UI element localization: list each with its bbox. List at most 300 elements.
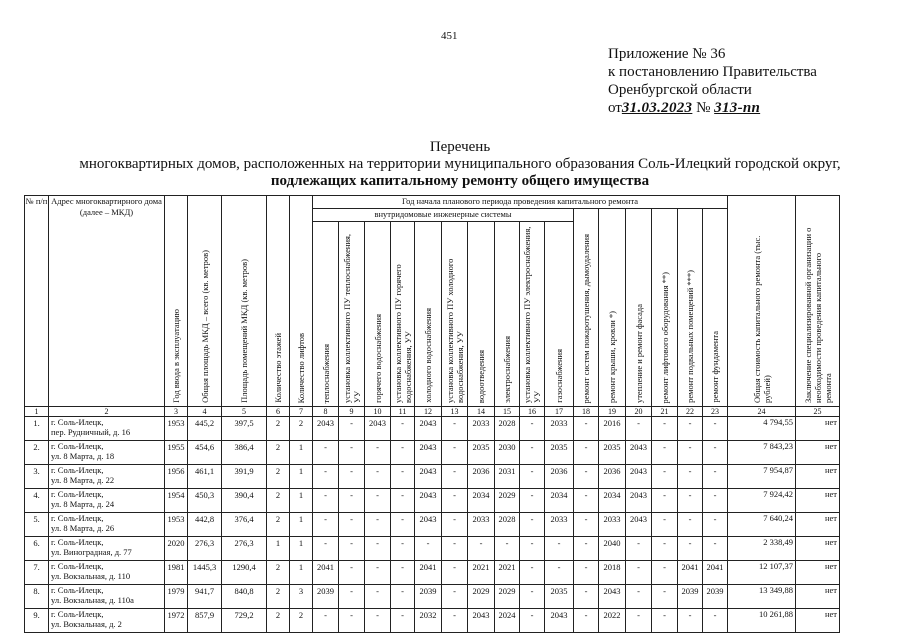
header-hot-water-meter: установка коллективного ПУ горячего водоснабжения, УУ [392, 264, 413, 403]
table-cell: 2 [267, 465, 290, 489]
header-electricity-meter-cell [520, 222, 545, 407]
table-cell: - [652, 441, 678, 465]
table-cell: 454,6 [188, 441, 222, 465]
address-cell [49, 609, 165, 633]
table-cell: - [520, 441, 545, 465]
table-cell: 1 [290, 561, 313, 585]
table-cell: - [339, 489, 365, 513]
houses-table [24, 195, 840, 633]
table-cell: - [703, 609, 728, 633]
table-cell: 2032 [415, 609, 442, 633]
table-cell: 1 [290, 441, 313, 465]
header-heat: теплоснабжения [320, 343, 331, 403]
header-num: № п/п [25, 196, 49, 407]
appendix-date: 31.03.2023 [621, 100, 693, 116]
table-cell: - [339, 609, 365, 633]
header-floors: Количество этажей [273, 333, 283, 403]
table-cell: - [313, 609, 339, 633]
address-city: г. Соль-Илецк, [51, 561, 104, 571]
table-cell: - [520, 489, 545, 513]
page-number: 451 [441, 30, 458, 42]
header-cold-water: холодного водоснабжения [423, 308, 433, 403]
table-cell: 1981 [165, 561, 188, 585]
appendix-line-3: Оренбургской области [608, 82, 752, 98]
column-number: 14 [468, 407, 495, 417]
table-cell: 2 [290, 609, 313, 633]
table-cell: 2033 [468, 513, 495, 537]
table-cell: 2043 [626, 465, 652, 489]
table-cell: 2041 [415, 561, 442, 585]
column-number: 9 [339, 407, 365, 417]
table-cell: 2039 [415, 585, 442, 609]
address-city: г. Соль-Илецк, [51, 609, 104, 619]
table-cell: 2 [267, 513, 290, 537]
address-cell [49, 537, 165, 561]
address-cell [49, 561, 165, 585]
table-cell: нет [796, 561, 840, 585]
header-hot-water: горячего водоснабжения [372, 314, 383, 403]
column-number: 10 [365, 407, 391, 417]
table-cell: - [574, 489, 599, 513]
table-cell: - [339, 417, 365, 441]
table-cell: - [652, 609, 678, 633]
table-cell: - [678, 489, 703, 513]
table-cell: 2020 [165, 537, 188, 561]
table-cell: - [520, 465, 545, 489]
address-city: г. Соль-Илецк, [51, 441, 104, 451]
table-row [25, 537, 840, 561]
table-row [25, 465, 840, 489]
address-city: г. Соль-Илецк, [51, 537, 104, 547]
header-foundation-cell [703, 209, 728, 407]
header-heat-meter-cell [339, 222, 365, 407]
table-cell: - [365, 489, 391, 513]
table-cell: 276,3 [188, 537, 222, 561]
table-cell: - [626, 561, 652, 585]
address-street: пер. Рудничный, д. 16 [51, 427, 131, 437]
table-cell: - [652, 417, 678, 441]
address-city: г. Соль-Илецк, [51, 417, 104, 427]
table-cell: - [442, 513, 468, 537]
table-cell: 2029 [468, 585, 495, 609]
row-number: 1. [25, 417, 49, 441]
table-cell: 2033 [468, 417, 495, 441]
table-cell: 2 [267, 609, 290, 633]
table-cell: - [678, 465, 703, 489]
header-basement: ремонт подвальных помещений ***) [685, 270, 695, 403]
header-fire-systems: ремонт систем пожаротушения, дымоудаления [581, 233, 591, 403]
column-number: 23 [703, 407, 728, 417]
header-electricity: электроснабжения [502, 336, 512, 403]
header-cold-water-meter-cell [442, 222, 468, 407]
row-number: 7. [25, 561, 49, 585]
header-floors-cell [267, 196, 290, 407]
table-cell: 2035 [599, 441, 626, 465]
column-number: 7 [290, 407, 313, 417]
table-cell: 2 [267, 441, 290, 465]
address-cell [49, 489, 165, 513]
column-number: 6 [267, 407, 290, 417]
table-cell: - [391, 609, 415, 633]
table-cell: 7 640,24 [728, 513, 796, 537]
table-cell: - [339, 585, 365, 609]
table-cell: 2043 [365, 417, 391, 441]
header-roof: ремонт крыши, кровли *) [607, 310, 617, 403]
table-cell: - [442, 561, 468, 585]
table-cell: 2028 [495, 417, 520, 441]
table-cell: 2 [267, 585, 290, 609]
appendix-line-2: к постановлению Правительства [608, 64, 817, 80]
table-cell: 2040 [599, 537, 626, 561]
table-row [25, 585, 840, 609]
table-cell: 1972 [165, 609, 188, 633]
table-cell: - [545, 561, 574, 585]
header-cold-water-cell [415, 222, 442, 407]
column-number: 22 [678, 407, 703, 417]
header-plan-start: Год начала планового периода проведения капитального ремонта [313, 196, 728, 209]
table-cell: 391,9 [222, 465, 267, 489]
table-cell: 1 [290, 513, 313, 537]
table-cell: 390,4 [222, 489, 267, 513]
table-cell: - [468, 537, 495, 561]
table-cell: 445,2 [188, 417, 222, 441]
document-subtitle-2: подлежащих капитальному ремонту общего имущества [270, 173, 650, 189]
table-cell: - [339, 513, 365, 537]
table-row [25, 513, 840, 537]
table-cell: 2022 [599, 609, 626, 633]
row-number: 2. [25, 441, 49, 465]
table-cell: - [391, 585, 415, 609]
appendix-header [608, 45, 817, 117]
address-street: ул. 8 Марта, д. 26 [51, 523, 115, 533]
table-cell: 2016 [599, 417, 626, 441]
table-cell: 2034 [468, 489, 495, 513]
header-gas: газоснабжения [554, 349, 564, 403]
header-facade-cell [626, 209, 652, 407]
table-cell: 2043 [599, 585, 626, 609]
table-cell: 1445,3 [188, 561, 222, 585]
table-cell: 2030 [495, 441, 520, 465]
table-cell: - [520, 609, 545, 633]
table-cell: 2043 [415, 513, 442, 537]
header-elevators-cell [290, 196, 313, 407]
table-cell: 2031 [495, 465, 520, 489]
column-number: 18 [574, 407, 599, 417]
table-cell: 7 843,23 [728, 441, 796, 465]
table-cell: - [442, 417, 468, 441]
row-number: 3. [25, 465, 49, 489]
column-number: 19 [599, 407, 626, 417]
table-cell: 3 [290, 585, 313, 609]
header-hot-water-cell [365, 222, 391, 407]
table-cell: - [703, 465, 728, 489]
table-cell: - [365, 441, 391, 465]
address-cell [49, 441, 165, 465]
table-cell: 857,9 [188, 609, 222, 633]
table-cell: - [365, 513, 391, 537]
row-number: 5. [25, 513, 49, 537]
table-cell: - [652, 465, 678, 489]
table-row [25, 609, 840, 633]
table-cell: - [626, 585, 652, 609]
header-total-area: Общая площадь МКД – всего (кв. метров) [199, 250, 210, 403]
table-cell: - [442, 465, 468, 489]
address-street: ул. 8 Марта, д. 18 [51, 451, 115, 461]
table-cell: 2 [267, 489, 290, 513]
document-title: Перечень [429, 139, 491, 155]
table-cell: - [652, 561, 678, 585]
table-cell: - [574, 441, 599, 465]
table-cell: 1956 [165, 465, 188, 489]
table-cell: - [442, 489, 468, 513]
address-city: г. Соль-Илецк, [51, 585, 104, 595]
table-cell: - [678, 441, 703, 465]
address-cell [49, 417, 165, 441]
table-cell: - [313, 513, 339, 537]
appendix-number: 313-пп [714, 100, 761, 116]
column-number: 15 [495, 407, 520, 417]
row-number: 8. [25, 585, 49, 609]
table-cell: - [365, 465, 391, 489]
appendix-line-1: Приложение № 36 [608, 46, 726, 62]
table-cell: 2029 [495, 489, 520, 513]
document-subtitle-1: многоквартирных домов, расположенных на территории муниципального образования Соль-Илецкий городской округ, [79, 156, 841, 172]
table-cell: 2043 [415, 441, 442, 465]
table-cell: 2043 [415, 417, 442, 441]
table-cell: - [520, 561, 545, 585]
table-cell: 941,7 [188, 585, 222, 609]
table-cell: 2033 [545, 513, 574, 537]
table-cell: - [703, 489, 728, 513]
table-cell: нет [796, 417, 840, 441]
table-cell: 376,4 [222, 513, 267, 537]
appendix-date-line [608, 99, 817, 117]
header-fire-systems-cell [574, 209, 599, 407]
header-internal-systems: внутридомовые инженерные системы [313, 209, 574, 222]
table-cell: - [678, 513, 703, 537]
address-street: ул. 8 Марта, д. 22 [51, 475, 115, 485]
table-cell: 2 [267, 417, 290, 441]
table-cell: - [391, 489, 415, 513]
table-cell: - [626, 609, 652, 633]
header-basement-cell [678, 209, 703, 407]
table-cell: 1979 [165, 585, 188, 609]
table-cell: 1953 [165, 513, 188, 537]
header-facade: утепление и ремонт фасада [633, 303, 644, 403]
table-cell: - [391, 441, 415, 465]
address-street: ул. Вокзальная, д. 2 [51, 619, 122, 629]
table-cell: 2039 [678, 585, 703, 609]
table-cell: 2043 [626, 513, 652, 537]
header-cold-water-meter: установка коллективного ПУ холодного водоснабжения, УУ [444, 258, 465, 403]
header-electricity-cell [495, 222, 520, 407]
table-cell: - [520, 513, 545, 537]
header-electricity-meter: установка коллективного ПУ электроснабжения, УУ [522, 226, 542, 403]
row-number: 6. [25, 537, 49, 561]
table-cell: - [626, 537, 652, 561]
header-roof-cell [599, 209, 626, 407]
column-number: 25 [796, 407, 840, 417]
table-cell: 397,5 [222, 417, 267, 441]
table-cell: 2035 [545, 585, 574, 609]
table-cell: - [391, 513, 415, 537]
table-cell: - [365, 609, 391, 633]
header-year-cell [165, 196, 188, 407]
header-elevator-equipment: ремонт лифтового оборудования **) [659, 271, 670, 403]
column-number: 17 [545, 407, 574, 417]
column-number: 2 [49, 407, 165, 417]
table-cell: нет [796, 465, 840, 489]
table-cell: - [495, 537, 520, 561]
table-cell: - [652, 513, 678, 537]
header-gas-cell [545, 222, 574, 407]
table-cell: - [626, 417, 652, 441]
table-cell: - [574, 417, 599, 441]
column-number: 20 [626, 407, 652, 417]
table-cell: - [574, 585, 599, 609]
address-city: г. Соль-Илецк, [51, 489, 104, 499]
table-cell: 2 [290, 417, 313, 441]
table-cell: 1 [290, 489, 313, 513]
table-cell: 442,8 [188, 513, 222, 537]
table-cell: 2033 [545, 417, 574, 441]
table-cell: 2043 [415, 465, 442, 489]
table-cell: - [678, 537, 703, 561]
address-street: ул. 8 Марта, д. 24 [51, 499, 115, 509]
table-cell: 2039 [313, 585, 339, 609]
table-cell: - [442, 537, 468, 561]
table-cell: 2035 [545, 441, 574, 465]
table-cell: 2043 [313, 417, 339, 441]
address-city: г. Соль-Илецк, [51, 465, 104, 475]
column-number: 8 [313, 407, 339, 417]
appendix-number-prefix: № [696, 100, 711, 116]
table-cell: - [545, 537, 574, 561]
table-cell: - [574, 537, 599, 561]
table-row [25, 417, 840, 441]
table-cell: 2 [267, 561, 290, 585]
table-cell: 2043 [545, 609, 574, 633]
address-cell [49, 465, 165, 489]
table-cell: 2029 [495, 585, 520, 609]
table-cell: нет [796, 609, 840, 633]
table-cell: 2018 [599, 561, 626, 585]
header-total-cost: Общая стоимость капитального ремонта (тыс. рублей) [751, 235, 772, 403]
table-cell: - [339, 441, 365, 465]
header-total-cost-cell [728, 196, 796, 407]
table-cell: - [313, 537, 339, 561]
address-cell [49, 585, 165, 609]
table-cell: 13 349,88 [728, 585, 796, 609]
table-cell: 2035 [468, 441, 495, 465]
column-number: 5 [222, 407, 267, 417]
table-row [25, 441, 840, 465]
table-cell: 2043 [626, 441, 652, 465]
table-cell: 7 954,87 [728, 465, 796, 489]
table-cell: 4 794,55 [728, 417, 796, 441]
table-cell: 2036 [468, 465, 495, 489]
row-number: 9. [25, 609, 49, 633]
table-cell: 461,1 [188, 465, 222, 489]
row-number: 4. [25, 489, 49, 513]
table-cell: 276,3 [222, 537, 267, 561]
table-cell: - [574, 561, 599, 585]
table-cell: 2036 [545, 465, 574, 489]
address-city: г. Соль-Илецк, [51, 513, 104, 523]
table-cell: - [520, 537, 545, 561]
address-street: ул. Вокзальная, д. 110 [51, 571, 131, 581]
table-row [25, 489, 840, 513]
column-numbers-row [25, 407, 840, 417]
table-cell: 386,4 [222, 441, 267, 465]
address-street: ул. Вокзальная, д. 110а [51, 595, 134, 605]
table-cell: - [678, 417, 703, 441]
table-cell: - [652, 585, 678, 609]
table-cell: нет [796, 537, 840, 561]
table-row [25, 561, 840, 585]
column-number: 1 [25, 407, 49, 417]
table-cell: 1290,4 [222, 561, 267, 585]
header-year: Год ввода в эксплуатацию [171, 309, 181, 403]
appendix-from-prefix: от [608, 100, 622, 116]
header-total-area-cell [188, 196, 222, 407]
table-cell: 450,3 [188, 489, 222, 513]
column-number: 12 [415, 407, 442, 417]
table-cell: - [339, 537, 365, 561]
table-cell: - [652, 489, 678, 513]
table-cell: 2043 [415, 489, 442, 513]
header-elevator-equipment-cell [652, 209, 678, 407]
table-cell: - [574, 609, 599, 633]
table-cell: 2041 [703, 561, 728, 585]
header-conclusion: Заключение специализированной организации о необходимости проведения капитального ремонта [802, 227, 833, 403]
table-cell: - [678, 609, 703, 633]
table-cell: 840,8 [222, 585, 267, 609]
table-cell: - [391, 561, 415, 585]
table-cell: 1955 [165, 441, 188, 465]
column-number: 3 [165, 407, 188, 417]
table-body [25, 417, 840, 633]
table-cell: - [703, 513, 728, 537]
table-cell: - [442, 585, 468, 609]
table-cell: - [574, 513, 599, 537]
table-cell: 2033 [599, 513, 626, 537]
table-cell: - [339, 465, 365, 489]
header-premises-area-cell [222, 196, 267, 407]
table-cell: нет [796, 489, 840, 513]
table-cell: 2 338,49 [728, 537, 796, 561]
table-cell: - [365, 537, 391, 561]
column-number: 4 [188, 407, 222, 417]
table-cell: 2043 [468, 609, 495, 633]
table-cell: - [703, 441, 728, 465]
table-cell: - [442, 441, 468, 465]
table-cell: 2024 [495, 609, 520, 633]
header-conclusion-cell [796, 196, 840, 407]
address-cell [49, 513, 165, 537]
table-cell: 1954 [165, 489, 188, 513]
table-cell: - [365, 585, 391, 609]
column-number: 24 [728, 407, 796, 417]
table-cell: 2043 [626, 489, 652, 513]
header-elevators: Количество лифтов [296, 332, 306, 403]
table-cell: нет [796, 513, 840, 537]
column-number: 21 [652, 407, 678, 417]
table-cell: - [391, 537, 415, 561]
table-cell: - [442, 609, 468, 633]
column-number: 16 [520, 407, 545, 417]
header-drainage: водоотведения [476, 349, 486, 403]
